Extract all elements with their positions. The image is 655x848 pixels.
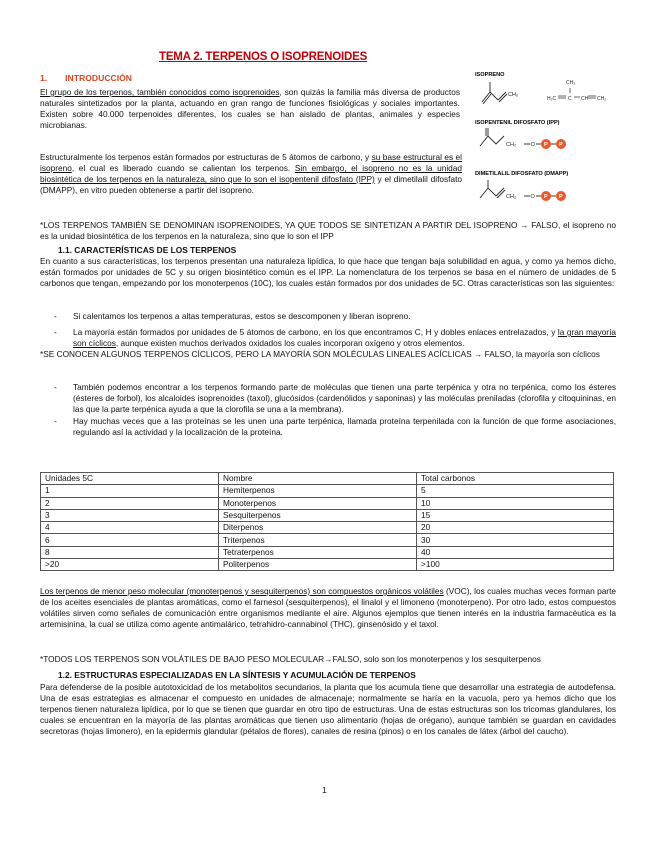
table-row: [41, 522, 614, 534]
column-header: Unidades 5C: [41, 473, 219, 485]
table-cell: 4: [41, 522, 219, 534]
table-cell: Hemiterpenos: [219, 485, 417, 497]
table-cell: >20: [41, 559, 219, 571]
ipp-p2: P: [559, 142, 563, 148]
table-row: [41, 534, 614, 546]
table-cell: Diterpenos: [219, 522, 417, 534]
table-cell: 8: [41, 546, 219, 558]
estructuras-paragraph: Para defenderse de la posible autotoxicidad de los metabolitos secundarios, la planta que los acumula tiene que desarrollar una estrategia de autodefensa. Una de esas estrategias es almacenar el compuesto en unidades de almacenaje; normalmente se haría en la vacuola, pero ya hemos dicho que los terpenos tienen naturaleza lipídica, por lo que se tienen que guardar en otro tipo de estructuras. Una de estas estructuras son los tricomas glandulares, los cuales se encuentran en la mayoría de las plantas aromáticas que tienen uso alimentario (hojas de orégano), aunque también se guardan en cavidades secretoras (hojas limonero), en la epidermis glandular (pétalos de flores), canales de resina (pinos) o en los canales de látex (árbol del caucho).: [40, 682, 616, 736]
intro-text: , son quizás la familia más diversa de productos naturales sintetizados por la planta, actuando en gran rango de funciones fisiológicas y sociales importantes. Existen sobre 40.000 terpenoides diferentes, los cuales se han aislado de plantas, animales y especies microbianas.: [40, 87, 460, 130]
heading-estructuras: 1.2. ESTRUCTURAS ESPECIALIZADAS EN LA SÍNTESIS Y ACUMULACIÓN DE TERPENOS: [58, 670, 416, 680]
intro-paragraph-1: [40, 87, 460, 131]
table-cell: Tetraterpenos: [219, 546, 417, 558]
table-row: [41, 509, 614, 521]
list-item: - Hay muchas veces que a las proteínas se les unen una parte terpénica, llamada proteína terpenilada con la función de que forme asociaciones, regulando así la actividad y la localización de la proteína.: [52, 416, 616, 438]
table-cell: 5: [417, 485, 614, 497]
note-volatiles: *TODOS LOS TERPENOS SON VOLÁTILES DE BAJO PESO MOLECULAR→FALSO, solo son los monoterpenos y los sesquiterpenos: [40, 654, 541, 664]
table-cell: 2: [41, 497, 219, 509]
table-cell: Monoterpenos: [219, 497, 417, 509]
ipp-o: O: [530, 142, 535, 148]
section-label: INTRODUCCIÓN: [65, 73, 133, 83]
caracteristicas-paragraph: En cuanto a sus características, los terpenos presentan una naturaleza lipídica, lo que hace que tengan baja solubilidad en agua, y como ya hemos dicho, están formados por unidades de 5C y su origen biosintético común es el IPP. La nomenclatura de los terpenos se basa en el número de unidades de 5 carbonos que tengan, empezando por los monoterpenos (10C), los cuales están formados por dos unidades de 5C. Otras características son las siguientes:: [40, 256, 616, 288]
formula-ch: CH: [581, 96, 589, 102]
table-row: [41, 485, 614, 497]
note-isoprenoides: *LOS TERPENOS TAMBIÉN SE DENOMINAN ISOPRENOIDES, YA QUE TODOS SE SINTETIZAN A PARTIR DEL ISOPRENO → FALSO, el isopreno no es la unidad biosintética de los terpenos en la naturaleza, sino que lo son el IPP: [40, 220, 616, 241]
column-header: Total carbonos: [417, 473, 614, 485]
dmapp-p1: P: [544, 194, 548, 200]
list-item: [52, 327, 616, 349]
isopreno-formula: [558, 88, 596, 98]
p2-e: y el dimetilalil difosfato (DMAPP), en vitro pueden obtenerse a partir del isopreno.: [40, 174, 463, 195]
volatiles-underlined: Los terpenos de menor peso molecular (monoterpenos y sesquiterpenos) son compuestos orgánicos volátiles: [40, 586, 444, 596]
intro-paragraph-2: [40, 152, 462, 196]
section-number: 1.: [40, 73, 48, 83]
column-header: Nombre: [219, 473, 417, 485]
table-cell: Triterpenos: [219, 534, 417, 546]
table-cell: 40: [417, 546, 614, 558]
chem-structures: [470, 70, 620, 220]
isopreno-structure: [482, 82, 507, 104]
table-cell: Sesquiterpenos: [219, 509, 417, 521]
table-cell: 15: [417, 509, 614, 521]
ipp-p1: P: [544, 142, 548, 148]
note-ciclicos: *SE CONOCEN ALGUNOS TERPENOS CÍCLICOS, PERO LA MAYORÍA SON MOLÉCULAS LINEALES ACÍCLICAS → FALSO, la mayoría son cíclicos: [40, 349, 600, 359]
label-ipp: ISOPENTENIL DIFOSFATO (IPP): [475, 120, 560, 126]
p2-a: Estructuralmente los terpenos están formados por estructuras de 5 átomos de carbono, y: [40, 152, 372, 162]
list-item: - Si calentamos los terpenos a altas temperaturas, estos se descomponen y liberan isopreno.: [52, 311, 616, 322]
formula-h2c: H₂C: [547, 96, 557, 102]
caracteristicas-list-1: [52, 311, 616, 349]
table-cell: 10: [417, 497, 614, 509]
heading-caracteristicas: 1.1. CARACTERÍSTICAS DE LOS TERPENOS: [58, 245, 237, 255]
table-cell: >100: [417, 559, 614, 571]
p2-d: Sin embargo, el isopreno no es la unidad biosintética de los terpenos en la naturaleza, sino que lo son el isopentenil difosfato (IPP): [40, 163, 463, 184]
table-cell: 1: [41, 485, 219, 497]
dmapp-p2: P: [559, 194, 563, 200]
label-dmapp: DIMETILALIL DIFOSFATO (DMAPP): [475, 171, 569, 177]
p2-b: su base estructural es el isopreno: [40, 152, 462, 173]
list-item: - También podemos encontrar a los terpenos formando parte de moléculas que tienen una parte terpénica y otra no terpénica, como los ésteres (ésteres de forbol), los alcaloides isoprenoides (taxol), glucósidos (cardenólidos y saponinas) y las moléculas preniladas (clorofila y citoquininas, en las que la parte terpénica ayuda a que la clorofila se una a la membrana).: [52, 382, 616, 415]
label-isopreno: ISOPRENO: [475, 72, 505, 78]
formula-ch3: CH₃: [566, 80, 576, 86]
dmapp-o: O: [530, 194, 535, 200]
ipp-ch2: CH₂: [506, 142, 517, 148]
table-header-row: [41, 473, 614, 485]
terpene-classification-table: [40, 472, 614, 571]
table-cell: 3: [41, 509, 219, 521]
table-cell: Politerpenos: [219, 559, 417, 571]
caracteristicas-list-2: [52, 382, 616, 438]
table-row: [41, 546, 614, 558]
page-title: TEMA 2. TERPENOS O ISOPRENOIDES: [159, 51, 368, 63]
dmapp-ch2: CH₂: [506, 194, 517, 200]
table-row: [41, 497, 614, 509]
volatiles-paragraph: [40, 586, 616, 630]
isopreno-ch2: CH₂: [508, 92, 519, 98]
table-cell: 30: [417, 534, 614, 546]
formula-ch2: CH₂: [597, 96, 607, 102]
intro-term-underlined: El grupo de los terpenos, también conocidos como isoprenoides: [40, 87, 280, 97]
volatiles-text: (VOC), los cuales muchas veces forman parte de los aceites esenciales de plantas aromáticas, como el farnesol (sesquiterpenos), el linalol y el limoneno (monoterpeno). Por otro lado, estos compuestos volátiles sirven como señales de comunicación entre organismos mediante el aire. Algunos ejemplos que tienen interés en la industria farmacéutica es la artemisinina, la cual se utiliza como agente antimalárico, tetrahidro-cannabinol (THC), ginsenósido y el taxol.: [40, 586, 616, 629]
b2-c: , aunque existen muchos derivados oxidados los cuales incorporan oxígeno y otros elementos.: [115, 338, 465, 348]
terpene-precursors-figure: [470, 70, 620, 220]
formula-c: C: [568, 96, 572, 102]
b2-a: La mayoría están formados por unidades de 5 átomos de carbono, en los que encontramos C, H y dobles enlaces entrelazados, y: [73, 327, 558, 337]
section-heading-introduccion: [40, 73, 132, 83]
table-cell: 20: [417, 522, 614, 534]
table-cell: 6: [41, 534, 219, 546]
p2-c: , el cual es liberado cuando se calientan los terpenos.: [71, 163, 295, 173]
b2-b: la gran mayoría son cíclicos: [73, 327, 616, 348]
page-number: 1: [322, 785, 327, 795]
table-row: [41, 559, 614, 571]
